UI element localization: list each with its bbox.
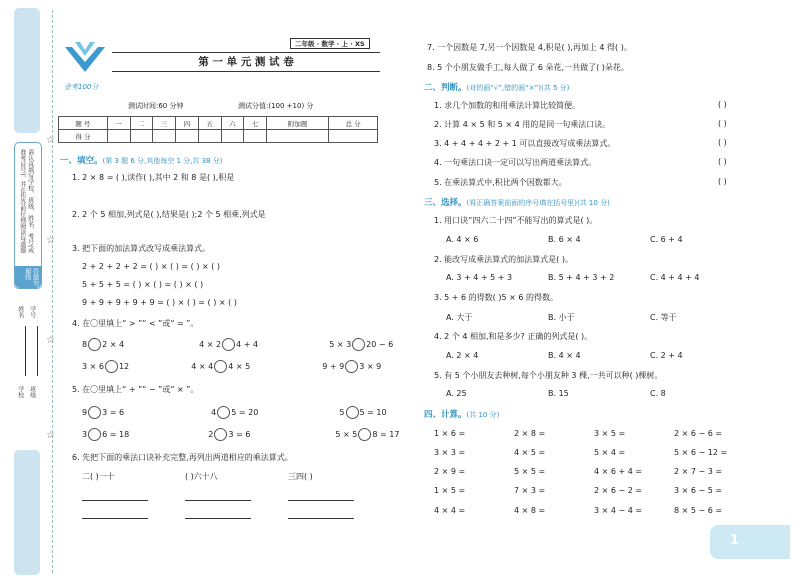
answer-line[interactable] — [82, 512, 148, 521]
question-5: 5. 在〇里填上“ + ”“ − ”或“ × ”。 — [72, 385, 199, 394]
question-2[interactable]: 2. 2 个 5 相加,列式是( ),结果是( );2 个 5 相乘,列式是 — [72, 210, 266, 219]
instructions-box — [14, 142, 42, 289]
choice-option[interactable]: C. 8 — [650, 389, 666, 398]
table-cell: 二 — [130, 117, 153, 130]
expr-right: 4 + 4 — [236, 340, 259, 349]
judge-answer[interactable]: ( ) — [718, 177, 727, 186]
score-input-cell[interactable] — [176, 130, 199, 143]
side-decor-bottom — [14, 450, 40, 575]
compare-circle[interactable] — [88, 338, 101, 351]
compare-circle[interactable] — [222, 338, 235, 351]
score-input-cell[interactable] — [107, 130, 130, 143]
section-title: 二、判断。 — [424, 83, 467, 93]
operator-circle[interactable] — [346, 406, 359, 419]
table-cell: 附加题 — [267, 117, 329, 130]
calc-item[interactable]: 2 × 9 = — [434, 467, 466, 476]
section-note: (第 3 题 6 分,其他每空 1 分,共 38 分) — [102, 157, 223, 165]
calc-item[interactable]: 1 × 5 = — [434, 486, 466, 495]
choice-option[interactable]: A. 4 × 6 — [446, 235, 479, 244]
answer-line[interactable] — [82, 494, 148, 503]
calc-item[interactable]: 4 × 5 = — [514, 448, 546, 457]
table-cell: 四 — [176, 117, 199, 130]
judge-item-5: 5. 在乘法算式中,积比两个因数都大。 — [434, 178, 567, 187]
score-table-score-row — [59, 130, 378, 143]
operator-circle[interactable] — [88, 428, 101, 441]
table-cell: 一 — [107, 117, 130, 130]
page-title: 第 一 单 元 测 试 卷 — [198, 56, 294, 68]
judge-answer[interactable]: ( ) — [718, 157, 727, 166]
section-note: (将正确答案前面的序号填在括号里)(共 10 分) — [466, 199, 610, 207]
expr-left: 8 — [82, 340, 88, 349]
table-cell: 七 — [244, 117, 267, 130]
logo-text: 金考100分 — [64, 83, 99, 91]
judge-item-2: 2. 计算 4 × 5 和 5 × 4 用的是同一句乘法口诀。 — [434, 120, 611, 129]
q3-row-3[interactable]: 9 + 9 + 9 + 9 + 9 = ( ) × ( ) = ( ) × ( ) — [82, 298, 237, 307]
q6-item-3[interactable]: 三四( ) — [288, 472, 313, 481]
calc-item[interactable]: 2 × 8 = — [514, 429, 546, 438]
table-cell: 六 — [221, 117, 244, 130]
calc-item[interactable]: 2 × 6 − 2 = — [594, 486, 643, 495]
compare-circle[interactable] — [345, 360, 358, 373]
choice-question-5[interactable]: 5. 有 5 个小朋友去种树,每个小朋友种 3 棵,一共可以种( )棵树。 — [434, 371, 663, 380]
operand: 5 = 20 — [231, 408, 259, 417]
table-cell: 得 分 — [59, 130, 108, 143]
choice-option[interactable]: B. 小于 — [548, 313, 575, 322]
calc-item[interactable]: 1 × 6 = — [434, 429, 466, 438]
operator-circle[interactable] — [214, 428, 227, 441]
choice-option[interactable]: B. 4 × 4 — [548, 351, 581, 360]
field-line-1[interactable] — [25, 326, 26, 376]
calc-item[interactable]: 2 × 7 − 3 = — [674, 467, 723, 476]
score-input-cell[interactable] — [329, 130, 378, 143]
tag-box — [15, 266, 41, 288]
section-note: (共 10 分) — [466, 411, 500, 419]
operand: 9 — [82, 408, 88, 417]
calc-item[interactable]: 4 × 6 + 4 = — [594, 467, 643, 476]
judge-answer[interactable]: ( ) — [718, 119, 727, 128]
header — [60, 42, 380, 92]
operand: 3 = 6 — [228, 430, 251, 439]
judge-item-3: 3. 4 + 4 + 4 + 2 + 1 可以直接改写成乘法算式。 — [434, 139, 616, 148]
calc-item[interactable]: 3 × 4 − 4 = — [594, 506, 643, 515]
calc-item[interactable]: 5 × 4 = — [594, 448, 626, 457]
calc-item[interactable]: 8 × 5 − 6 = — [674, 506, 723, 515]
question-3: 3. 把下面的加法算式改写成乘法算式。 — [72, 244, 211, 253]
choice-option[interactable]: A. 大于 — [446, 313, 473, 322]
operand: 4 — [211, 408, 217, 417]
calc-item[interactable]: 3 × 6 − 5 = — [674, 486, 723, 495]
field-school-label: 学校 — [16, 386, 24, 398]
score-table — [58, 116, 378, 143]
choice-question-1[interactable]: 1. 用口诀“四六二十四”不能写出的算式是( )。 — [434, 216, 598, 225]
q4-row-1 — [82, 338, 393, 351]
grade-badge: 二年级 · 数学 · 上 · XS — [290, 38, 370, 49]
expr-left: 9 + 9 — [322, 362, 345, 371]
score-input-cell[interactable] — [198, 130, 221, 143]
q5-row-1 — [82, 406, 387, 419]
score-input-cell[interactable] — [244, 130, 267, 143]
choice-option[interactable]: C. 等于 — [650, 313, 677, 322]
section-title: 一、填空。 — [60, 156, 103, 166]
calc-item[interactable]: 5 × 6 − 12 = — [674, 448, 728, 457]
operand: 5 = 10 — [359, 408, 387, 417]
operand: 3 — [82, 430, 88, 439]
question-7[interactable]: 7. 一个因数是 7,另一个因数是 4,积是( ),再加上 4 得( )。 — [427, 43, 632, 52]
table-cell: 五 — [198, 117, 221, 130]
field-no-label: 学号 — [28, 306, 36, 318]
expr-right: 4 × 5 — [228, 362, 251, 371]
table-cell: 总 分 — [329, 117, 378, 130]
operator-circle[interactable] — [217, 406, 230, 419]
choice-option[interactable]: A. 25 — [446, 389, 467, 398]
judge-item-4: 4. 一句乘法口诀一定可以写出两道乘法算式。 — [434, 158, 597, 167]
answer-line[interactable] — [288, 512, 354, 521]
question-1[interactable]: 1. 2 × 8 = ( ),读作( ),其中 2 和 8 是( ),积是 — [72, 173, 235, 182]
title-bar — [112, 52, 380, 72]
calc-item[interactable]: 5 × 5 = — [514, 467, 546, 476]
choice-option[interactable]: B. 15 — [548, 389, 569, 398]
expr-left: 4 × 4 — [191, 362, 214, 371]
star-icon: ☆ — [46, 135, 55, 146]
q6-item-1[interactable]: 二( )一十 — [82, 472, 115, 481]
choice-option[interactable]: C. 2 + 4 — [650, 351, 683, 360]
student-fields — [14, 296, 40, 436]
answer-line[interactable] — [185, 512, 251, 521]
choice-option[interactable]: A. 2 × 4 — [446, 351, 479, 360]
logo-bird-icon — [60, 42, 110, 84]
choice-option[interactable]: B. 5 + 4 + 3 + 2 — [548, 273, 615, 282]
section-note: (对的画“√”,错的画“×”)(共 5 分) — [466, 84, 570, 92]
page-number: 1 — [730, 533, 740, 548]
expr-left: 5 × 3 — [329, 340, 352, 349]
logo — [60, 42, 110, 92]
operator-circle[interactable] — [358, 428, 371, 441]
calc-item[interactable]: 2 × 6 − 6 = — [674, 429, 723, 438]
section-1-heading — [60, 154, 223, 166]
expr-left: 3 × 6 — [82, 362, 104, 371]
expr-right: 12 — [118, 362, 130, 371]
page-number-tab — [710, 525, 790, 559]
q4-row-2 — [82, 360, 381, 373]
choice-option[interactable]: A. 3 + 4 + 5 + 3 — [446, 273, 513, 282]
answer-line[interactable] — [288, 494, 354, 503]
score-input-cell[interactable] — [267, 130, 329, 143]
star-icon: ☆ — [46, 235, 55, 246]
section-title: 四、计算。 — [424, 410, 467, 420]
field-class-label: 班级 — [28, 386, 36, 398]
section-2-heading — [424, 81, 569, 93]
operand: 5 × 5 — [335, 430, 358, 439]
operand: 6 = 18 — [102, 430, 130, 439]
score-input-cell[interactable] — [153, 130, 176, 143]
time-label: 测试时间:60 分钟 — [128, 102, 184, 110]
table-cell: 三 — [153, 117, 176, 130]
star-icon: ☆ — [46, 335, 55, 346]
choice-option[interactable]: C. 4 + 4 + 4 — [650, 273, 700, 282]
score-label: 测试分值:(100 +10) 分 — [238, 102, 314, 110]
table-cell: 题 号 — [59, 117, 108, 130]
expr-right: 2 × 4 — [102, 340, 125, 349]
cut-line — [52, 10, 53, 573]
expr-right: 20 − 6 — [366, 340, 394, 349]
choice-option[interactable]: C. 6 + 4 — [650, 235, 683, 244]
compare-circle[interactable] — [214, 360, 227, 373]
choice-question-4[interactable]: 4. 2 个 4 相加,和是多少? 正确的列式是( )。 — [434, 332, 593, 341]
section-title: 三、选择。 — [424, 198, 467, 208]
score-input-cell[interactable] — [221, 130, 244, 143]
score-input-cell[interactable] — [130, 130, 153, 143]
section-3-heading — [424, 196, 610, 208]
judge-answer[interactable]: ( ) — [718, 100, 727, 109]
q5-row-2 — [82, 428, 399, 441]
q3-row-1[interactable]: 2 + 2 + 2 + 2 = ( ) × ( ) = ( ) × ( ) — [82, 262, 221, 271]
compare-circle[interactable] — [105, 360, 118, 373]
binding-strip — [0, 0, 52, 583]
score-table-header-row — [59, 117, 378, 130]
operand: 8 = 17 — [372, 430, 400, 439]
star-icon: ☆ — [46, 430, 55, 441]
choice-question-3[interactable]: 3. 5 + 6 的得数( )5 × 6 的得数。 — [434, 293, 558, 302]
calc-item[interactable]: 3 × 3 = — [434, 448, 466, 457]
expr-left: 4 × 2 — [199, 340, 222, 349]
operator-circle[interactable] — [88, 406, 101, 419]
compare-circle[interactable] — [352, 338, 365, 351]
section-4-heading — [424, 408, 499, 420]
calc-item[interactable]: 4 × 4 = — [434, 506, 466, 515]
calc-item[interactable]: 4 × 8 = — [514, 506, 546, 515]
field-name-label: 姓名 — [16, 306, 24, 318]
question-6: 6. 先把下面的乘法口诀补充完整,再列出两道相应的乘法算式。 — [72, 453, 293, 462]
operand: 2 — [208, 430, 214, 439]
operand: 5 — [339, 408, 345, 417]
judge-item-1: 1. 求几个加数的和用乘法计算比较简便。 — [434, 101, 581, 110]
field-line-2[interactable] — [37, 326, 38, 376]
question-4: 4. 在〇里填上“ > ”“ < ”或“ = ”。 — [72, 319, 199, 328]
q3-row-2[interactable]: 5 + 5 + 5 = ( ) × ( ) = ( ) × ( ) — [82, 280, 204, 289]
side-decor-top — [14, 8, 40, 133]
choice-option[interactable]: B. 6 × 4 — [548, 235, 581, 244]
question-8[interactable]: 8. 5 个小朋友做手工,每人做了 6 朵花,一共做了( )朵花。 — [427, 63, 629, 72]
tag-text: 答题勿超线 — [23, 268, 39, 286]
q6-item-2[interactable]: ( )六十八 — [185, 472, 218, 481]
calc-item[interactable]: 3 × 5 = — [594, 429, 626, 438]
instructions-text: 请认真填写学校、班级、姓名、考号(或准考证号)，并在作答前仔细阅读每道题 — [18, 149, 34, 254]
operand: 3 = 6 — [102, 408, 125, 417]
choice-question-2[interactable]: 2. 能改写成乘法算式的加法算式是( )。 — [434, 255, 573, 264]
expr-right: 3 × 9 — [359, 362, 382, 371]
judge-answer[interactable]: ( ) — [718, 138, 727, 147]
calc-item[interactable]: 7 × 3 = — [514, 486, 546, 495]
answer-line[interactable] — [185, 494, 251, 503]
